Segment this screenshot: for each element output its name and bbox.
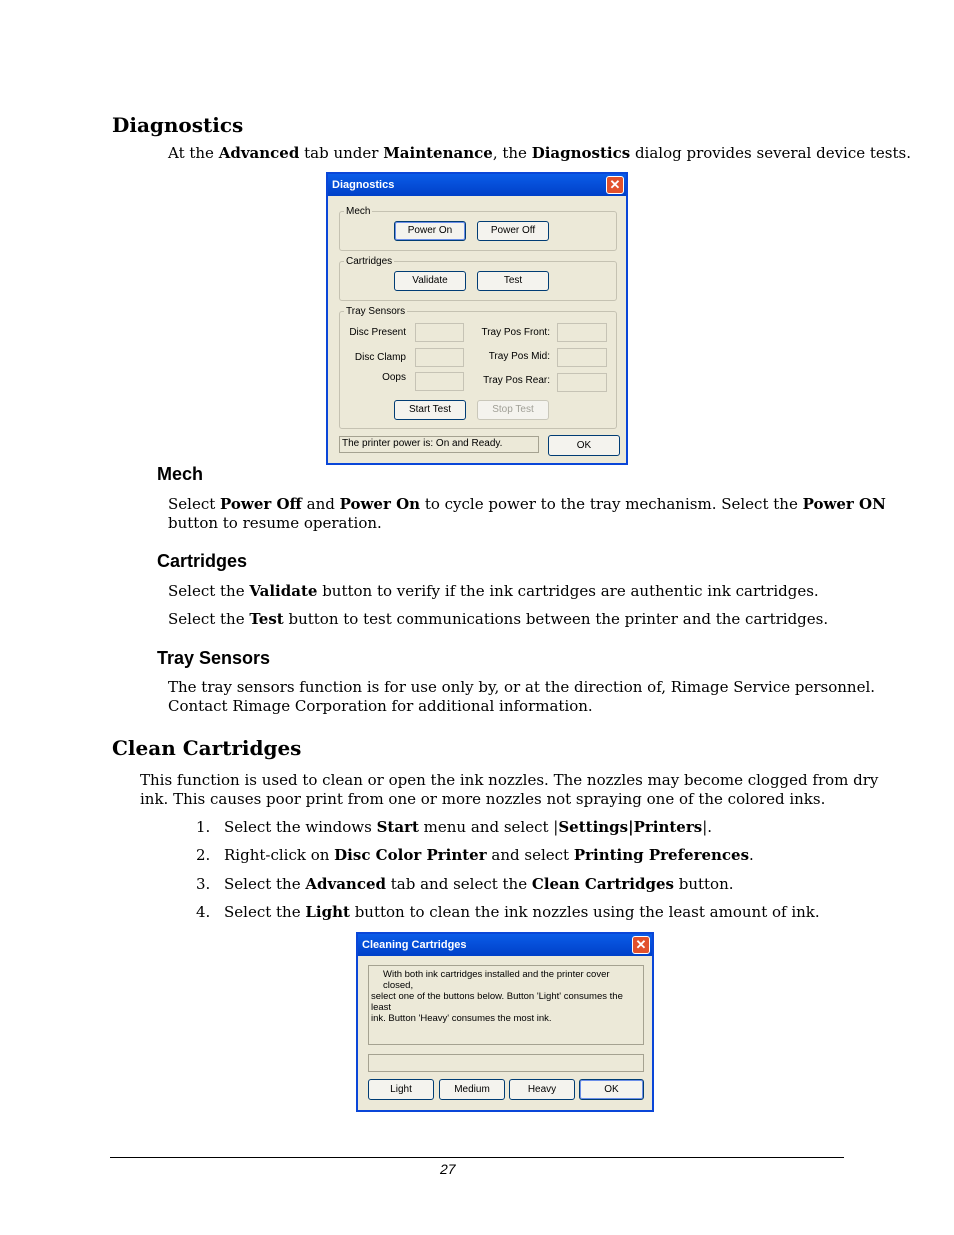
list-number: 3. xyxy=(196,875,211,893)
oops-label: Oops xyxy=(382,372,406,383)
bold-text: Validate xyxy=(249,582,318,600)
tray-pos-rear-field xyxy=(557,373,607,392)
text: |. xyxy=(702,818,713,836)
text: . xyxy=(749,846,754,864)
diagnostics-heading: Diagnostics xyxy=(112,113,244,137)
clean-cartridges-heading: Clean Cartridges xyxy=(112,736,302,760)
text: This function is used to clean or open the ink nozzles. The nozzles may become clogged from dry xyxy=(140,771,879,789)
text: button to verify if the ink cartridges are authentic ink cartridges. xyxy=(317,582,819,600)
dialog-title: Diagnostics xyxy=(332,179,395,191)
ok-button[interactable]: OK xyxy=(548,435,620,456)
text: button to clean the ink nozzles using the least amount of ink. xyxy=(349,903,820,921)
bold-text: Test xyxy=(249,610,284,628)
bold-text: Clean Cartridges xyxy=(531,875,674,893)
text: and xyxy=(301,495,340,513)
tray-pos-front-label: Tray Pos Front: xyxy=(481,327,550,338)
text: Select the xyxy=(224,875,306,893)
instructions-line: ink. Button 'Heavy' consumes the most ink. xyxy=(371,1013,552,1024)
close-icon[interactable]: ✕ xyxy=(632,936,650,954)
status-bar: The printer power is: On and Ready. xyxy=(339,436,539,453)
text: and select xyxy=(486,846,574,864)
list-item xyxy=(196,903,820,922)
text: ink. This causes poor print from one or more nozzles not spraying one of the colored inks. xyxy=(140,790,826,808)
text: menu and select | xyxy=(418,818,559,836)
oops-field xyxy=(415,372,464,391)
text: dialog provides several device tests. xyxy=(630,144,911,162)
bold-text: Settings|Printers xyxy=(558,818,703,836)
footer-rule xyxy=(110,1157,844,1158)
bold-text: Power Off xyxy=(220,495,302,513)
text: Right-click on xyxy=(224,846,335,864)
bold-text: Diagnostics xyxy=(531,144,631,162)
list-number: 1. xyxy=(196,818,211,836)
start-test-button[interactable]: Start Test xyxy=(394,400,466,420)
mech-paragraph xyxy=(168,495,886,533)
bold-text: Power ON xyxy=(802,495,886,513)
bold-text: Disc Color Printer xyxy=(334,846,487,864)
bold-text: Advanced xyxy=(218,144,300,162)
test-button[interactable]: Test xyxy=(477,271,549,291)
list-item xyxy=(196,875,734,894)
instructions-line: select one of the buttons below. Button 'Light' consumes the least xyxy=(371,991,623,1013)
dialog-title: Cleaning Cartridges xyxy=(362,939,467,951)
tray-pos-mid-label: Tray Pos Mid: xyxy=(488,351,550,362)
text: button to test communications between the printer and the cartridges. xyxy=(283,610,829,628)
disc-present-field xyxy=(415,323,464,342)
diagnostics-dialog xyxy=(326,172,628,465)
heavy-button[interactable]: Heavy xyxy=(509,1079,575,1100)
disc-clamp-field xyxy=(415,348,464,367)
stop-test-button[interactable]: Stop Test xyxy=(477,400,549,420)
text: , the xyxy=(492,144,532,162)
tray-pos-mid-field xyxy=(557,348,607,367)
tray-sensors-paragraph xyxy=(168,678,875,716)
bold-text: Advanced xyxy=(305,875,386,893)
diagnostics-intro xyxy=(168,144,911,163)
text: At the xyxy=(168,144,219,162)
medium-button[interactable]: Medium xyxy=(439,1079,505,1100)
list-item xyxy=(196,846,754,865)
validate-button[interactable]: Validate xyxy=(394,271,466,291)
cartridges-paragraph-2 xyxy=(168,610,828,629)
tray-pos-rear-label: Tray Pos Rear: xyxy=(483,375,550,386)
cartridges-heading: Cartridges xyxy=(157,551,248,571)
cartridges-group-label: Cartridges xyxy=(346,256,393,267)
clean-cartridges-intro xyxy=(140,771,878,809)
text: Select the xyxy=(168,582,250,600)
text: Select xyxy=(168,495,221,513)
progress-field xyxy=(368,1054,644,1072)
power-off-button[interactable]: Power Off xyxy=(477,221,549,241)
power-on-button[interactable]: Power On xyxy=(394,221,466,241)
bold-text: Start xyxy=(376,818,419,836)
page-number: 27 xyxy=(440,1161,456,1177)
ok-button[interactable]: OK xyxy=(579,1079,644,1100)
light-button[interactable]: Light xyxy=(368,1079,434,1100)
list-number: 2. xyxy=(196,846,211,864)
text: Contact Rimage Corporation for additional information. xyxy=(168,697,593,715)
disc-present-label: Disc Present xyxy=(349,327,406,338)
bold-text: Printing Preferences xyxy=(573,846,750,864)
tray-sensors-group-label: Tray Sensors xyxy=(346,306,406,317)
cleaning-titlebar xyxy=(358,934,652,956)
tray-pos-front-field xyxy=(557,323,607,342)
list-number: 4. xyxy=(196,903,211,921)
bold-text: Power On xyxy=(339,495,421,513)
bold-text: Light xyxy=(305,903,350,921)
instructions-line: With both ink cartridges installed and the printer cover closed, xyxy=(383,969,610,991)
mech-group-label: Mech xyxy=(346,206,371,217)
close-icon[interactable]: ✕ xyxy=(606,176,624,194)
text: tab under xyxy=(299,144,384,162)
text: button. xyxy=(673,875,734,893)
text: Select the windows xyxy=(224,818,377,836)
text: The tray sensors function is for use only by, or at the direction of, Rimage Service personnel. xyxy=(168,678,876,696)
list-item xyxy=(196,818,712,837)
tray-sensors-heading: Tray Sensors xyxy=(157,648,271,668)
mech-heading: Mech xyxy=(157,464,204,484)
instructions-text xyxy=(368,965,644,1045)
disc-clamp-label: Disc Clamp xyxy=(354,352,406,363)
text: Select the xyxy=(168,610,250,628)
cleaning-cartridges-dialog xyxy=(356,932,654,1112)
text: tab and select the xyxy=(386,875,532,893)
bold-text: Maintenance xyxy=(383,144,493,162)
text: button to resume operation. xyxy=(168,514,382,532)
text: to cycle power to the tray mechanism. Select the xyxy=(420,495,803,513)
text: Select the xyxy=(224,903,306,921)
diagnostics-titlebar xyxy=(328,174,626,196)
cartridges-paragraph-1 xyxy=(168,582,819,601)
